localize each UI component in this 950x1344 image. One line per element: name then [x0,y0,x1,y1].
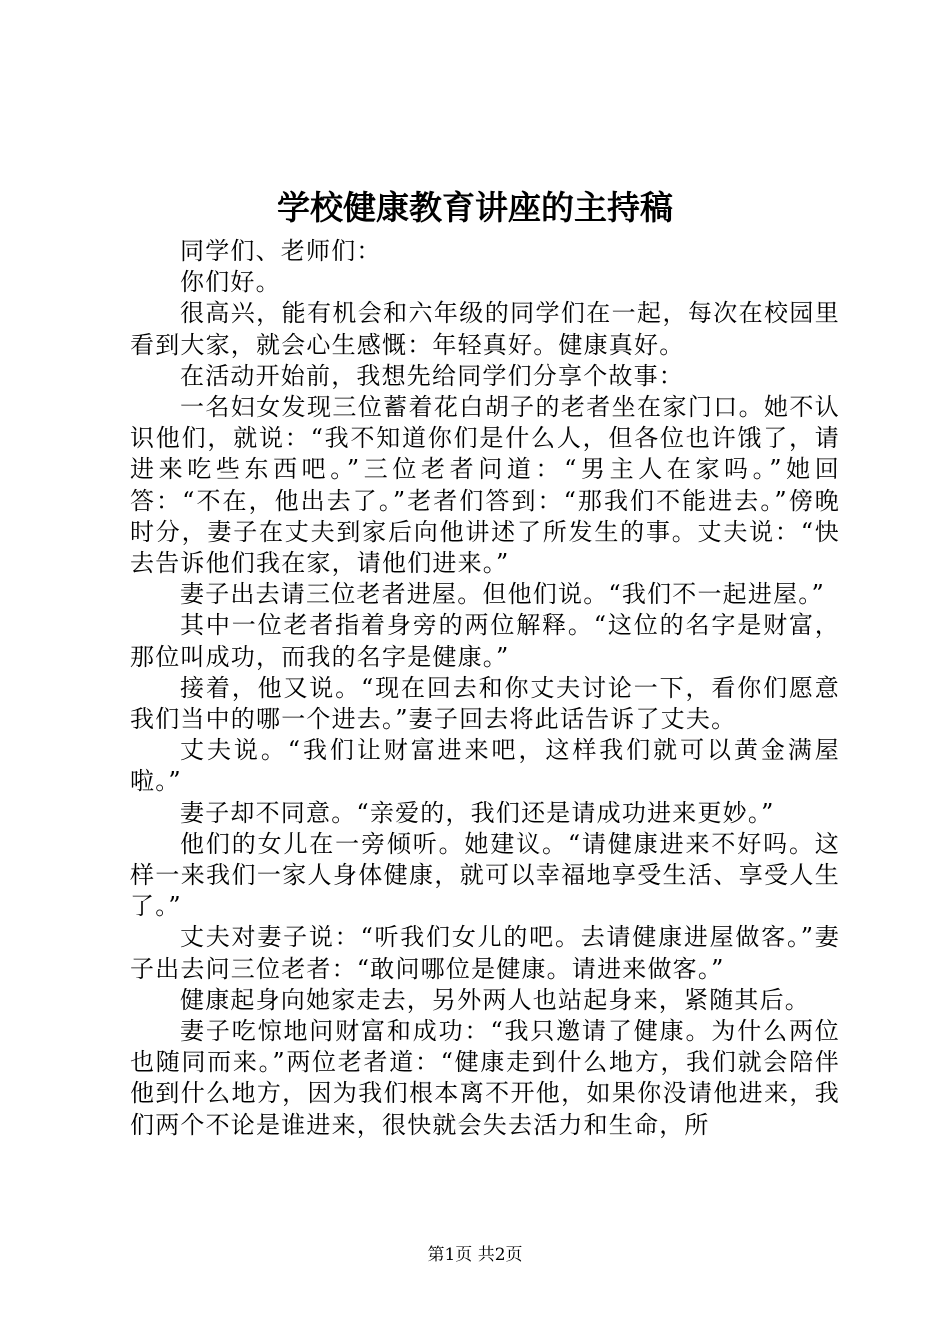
document-body [130,236,840,1141]
paragraph-hello: 你们好。 [180,268,281,297]
paragraph-story-5: 丈夫说。“我们让财富进来吧，这样我们就可以黄金满屋啦。” [130,736,840,796]
paragraph-intro: 很高兴，能有机会和六年级的同学们在一起，每次在校园里看到大家，就会心生感慨：年轻真好。健康真好。 [130,299,840,359]
paragraph-story-3: 其中一位老者指着身旁的两位解释。“这位的名字是财富，那位叫成功，而我的名字是健康。” [130,611,840,671]
paragraph-story-10: 妻子吃惊地问财富和成功：“我只邀请了健康。为什么两位也随同而来。”两位老者道：“健康走到什么地方，我们就会陪伴他到什么地方，因为我们根本离不开他，如果你没请他进来，我们两个不论是谁进来，很快就会失去活力和生命，所 [130,1017,840,1139]
page-number-footer: 第1页 共2页 [427,1245,523,1265]
paragraph-greeting: 同学们、老师们： [180,237,382,265]
paragraph-story-7: 他们的女儿在一旁倾听。她建议。“请健康进来不好吗。这样一来我们一家人身体健康，就可以幸福地享受生活、享受人生了。” [130,829,840,921]
paragraph-story-4: 接着，他又说。“现在回去和你丈夫讨论一下，看你们愿意我们当中的哪一个进去。”妻子回去将此话告诉了丈夫。 [130,673,840,734]
paragraph-story-2: 妻子出去请三位老者进屋。但他们说。“我们不一起进屋。” [180,580,825,609]
document-title: 学校健康教育讲座的主持稿 [277,188,673,227]
paragraph-story-9: 健康起身向她家走去，另外两人也站起身来，紧随其后。 [180,985,810,1014]
paragraph-story-lead: 在活动开始前，我想先给同学们分享个故事： [180,361,684,390]
paragraph-story-1: 一名妇女发现三位蓄着花白胡子的老者坐在家门口。她不认识他们，就说：“我不知道你们是什么人，但各位也许饿了，请进来吃些东西吧。”三位老者问道：“男主人在家吗。”她回答：“不在，他出去了。”老者们答到：“那我们不能进去。”傍晚时分，妻子在丈夫到家后向他讲述了所发生的事。丈夫说：“快去告诉他们我在家，请他们进来。” [130,393,840,578]
paragraph-story-6: 妻子却不同意。“亲爱的，我们还是请成功进来更妙。” [180,798,775,827]
paragraph-story-8: 丈夫对妻子说：“听我们女儿的吧。去请健康进屋做客。”妻子出去问三位老者：“敢问哪位是健康。请进来做客。” [130,923,840,983]
